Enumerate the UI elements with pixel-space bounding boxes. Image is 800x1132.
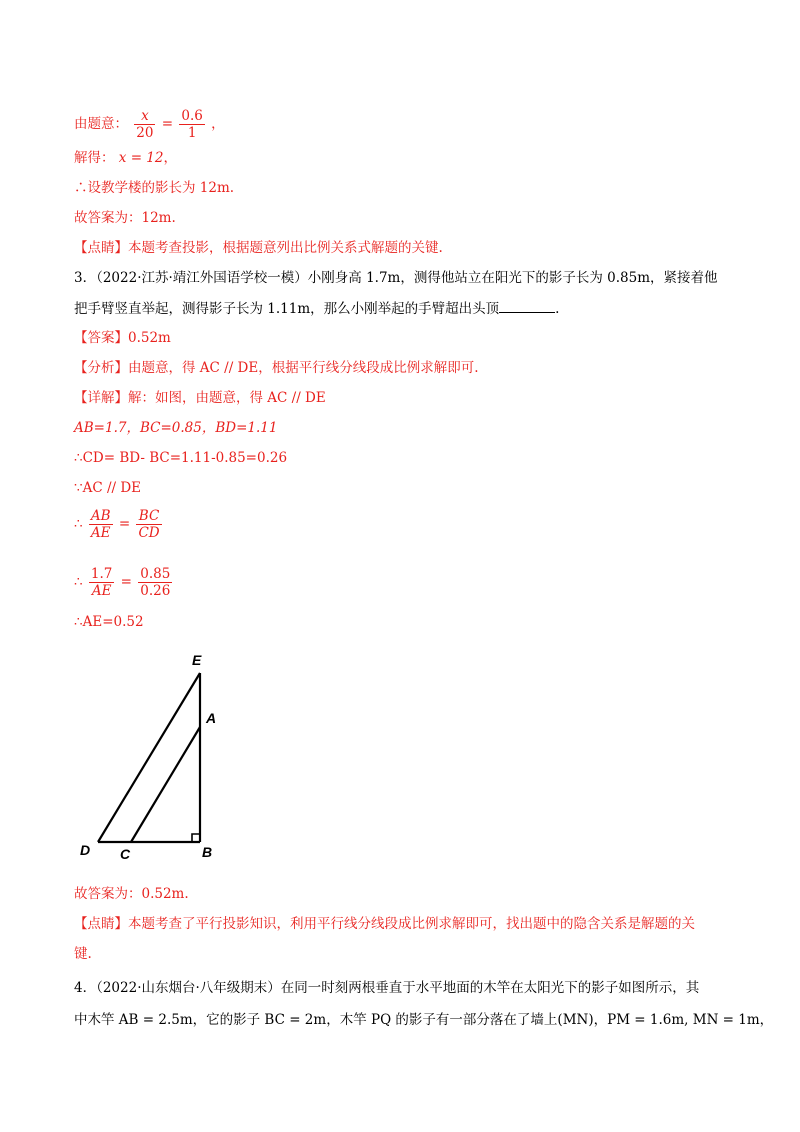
frac-num: 1.7 xyxy=(90,566,113,582)
q3-note-line1: 【点睛】本题考查了平行投影知识，利用平行线分线段成比例求解即可，找出题中的隐含关系是解题的关 xyxy=(74,916,695,932)
label-d: D xyxy=(80,842,91,858)
solve-equation: x = 12 xyxy=(118,150,164,166)
q3-stem-line1: 3．（2022·江苏·靖江外国语学校一模）小刚身高 1.7m，测得他站立在阳光下的影子长为 0.85m，紧接着他 xyxy=(74,270,718,286)
equals-sign: = xyxy=(161,116,174,132)
q3-analysis: 【分析】由题意，得 AC // DE，根据平行线分线段成比例求解即可. xyxy=(74,360,479,376)
q3-stem-line2 xyxy=(74,298,559,319)
frac-num: x xyxy=(134,108,155,125)
punctuation: ， xyxy=(211,116,225,132)
frac-num: AB xyxy=(90,508,111,524)
label-a: A xyxy=(206,710,217,726)
frac-den: 20 xyxy=(136,125,154,141)
q3-parallel: ∵AC // DE xyxy=(74,480,142,496)
fraction-bc-cd xyxy=(136,508,161,541)
equals-sign: = xyxy=(120,574,132,590)
label-e: E xyxy=(192,652,202,668)
q4-stem-line2: 中木竿 AB = 2.5m，它的影子 BC = 2m，木竿 PQ 的影子有一部分落在了墙上(MN)，PM = 1.6m, MN = 1m， xyxy=(74,1012,774,1028)
fraction-x-20 xyxy=(134,108,155,141)
frac-num: 0.85 xyxy=(140,566,171,582)
fraction-0.6-1 xyxy=(179,108,204,141)
q3-given: AB=1.7，BC=0.85，BD=1.11 xyxy=(74,420,278,436)
q3-proportion-numeric xyxy=(74,566,174,599)
therefore-symbol: ∴ xyxy=(74,574,83,590)
solve-prefix: 解得： xyxy=(74,150,115,166)
frac-den: 1 xyxy=(187,125,197,141)
solution-line-conclusion: ∴设教学楼的影长为 12m. xyxy=(74,180,235,196)
q3-answer: 【答案】0.52m xyxy=(74,330,171,346)
therefore-symbol: ∴ xyxy=(74,516,83,532)
segment-de xyxy=(98,673,200,842)
q3-cd: ∴CD= BD- BC=1.11-0.85=0.26 xyxy=(74,450,288,466)
punctuation: . xyxy=(555,301,560,317)
geometry-figure xyxy=(70,645,240,870)
fraction-0.85-0.26 xyxy=(138,566,172,599)
solution-line-answer: 故答案为：12m. xyxy=(74,210,176,226)
frac-den: CD xyxy=(138,525,160,541)
q3-note-line2: 键. xyxy=(74,946,92,962)
fraction-1.7-ae xyxy=(89,566,114,599)
q4-stem-line1: 4．（2022·山东烟台·八年级期末）在同一时刻两根垂直于水平地面的木竿在太阳光下的影子如图所示，其 xyxy=(74,980,700,996)
q3-proportion-symbolic xyxy=(74,508,164,541)
label-c: C xyxy=(120,846,131,862)
segment-ca xyxy=(131,727,200,842)
frac-den: 0.26 xyxy=(140,583,171,599)
punctuation: ， xyxy=(163,150,177,166)
equals-sign: = xyxy=(118,516,131,532)
frac-den: AE xyxy=(91,583,112,599)
solution-line-ratio xyxy=(74,108,225,141)
q3-detail: 【详解】解：如图，由题意，得 AC // DE xyxy=(74,390,326,406)
label-b: B xyxy=(202,844,213,860)
frac-den: AE xyxy=(90,525,111,541)
frac-num: 0.6 xyxy=(181,108,203,124)
q3-result: ∴AE=0.52 xyxy=(74,614,144,630)
right-angle-mark xyxy=(192,834,200,842)
ratio-prefix: 由题意： xyxy=(74,116,128,132)
solution-line-solve xyxy=(74,148,177,168)
fraction-ab-ae xyxy=(89,508,113,541)
answer-blank xyxy=(499,298,555,313)
frac-num: BC xyxy=(136,508,161,525)
q3-stem-text: 把手臂竖直举起，测得影子长为 1.11m，那么小刚举起的手臂超出头顶 xyxy=(74,301,500,317)
solution-line-note: 【点睛】本题考查投影，根据题意列出比例关系式解题的关键. xyxy=(74,240,443,256)
q3-final-answer: 故答案为：0.52m. xyxy=(74,886,189,902)
